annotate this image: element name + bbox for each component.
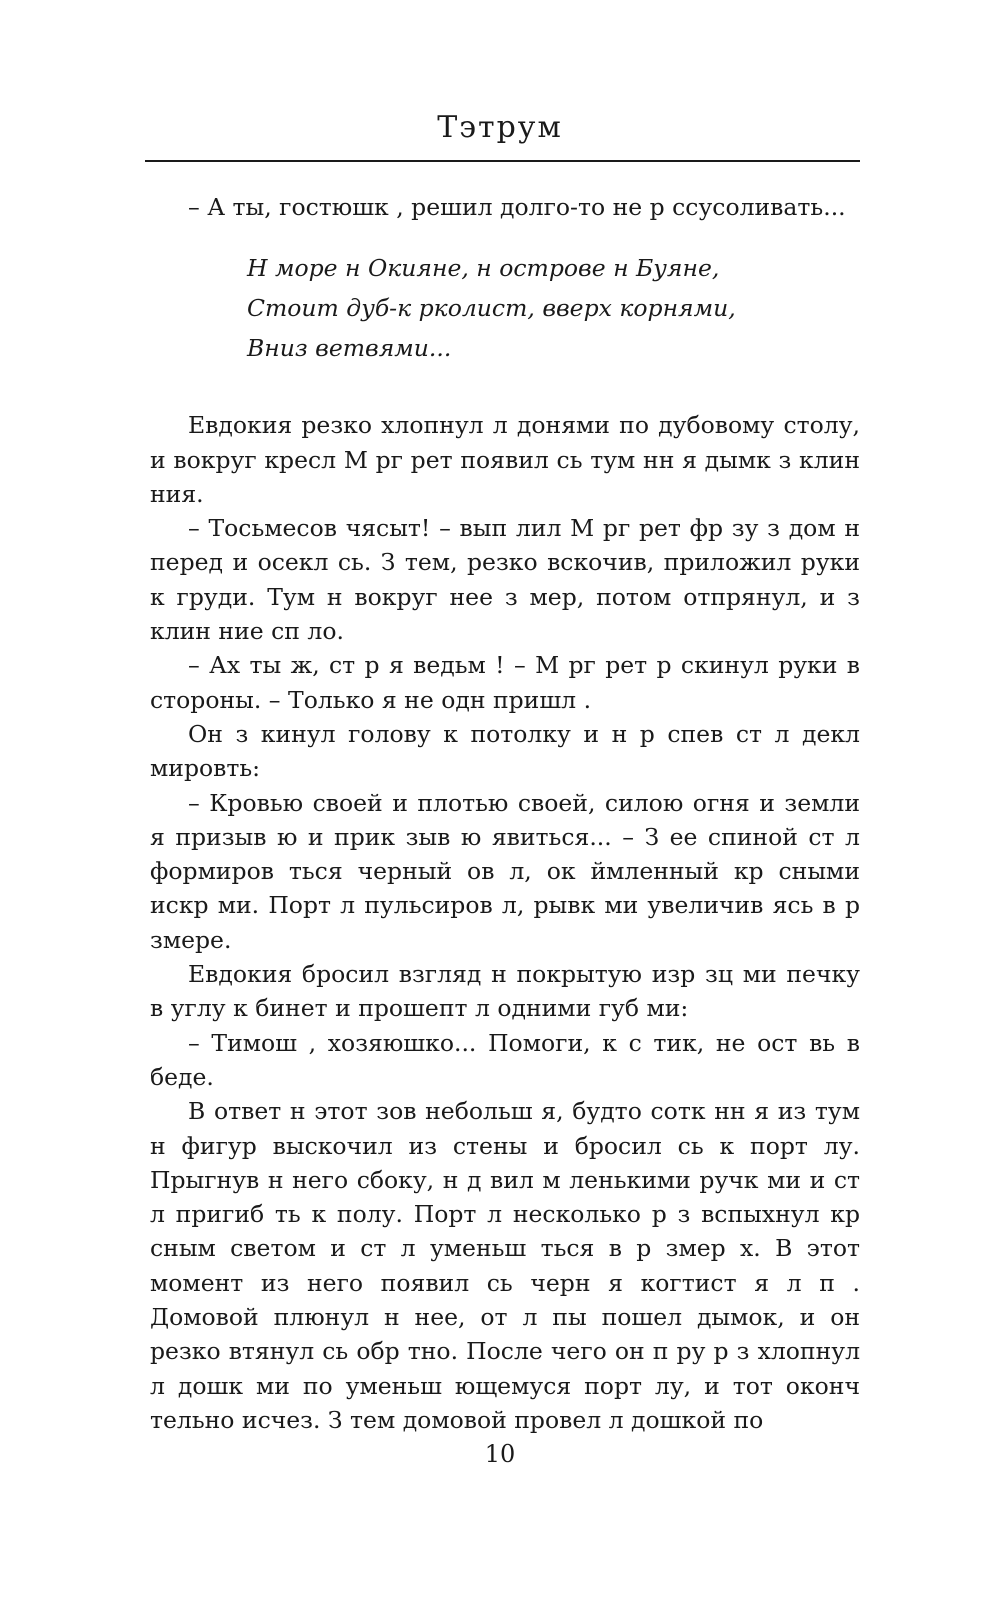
verse-line: Вниз ветвями... <box>247 334 452 363</box>
paragraph-dialogue-intro: – А ты, гостюшк , решил долго-то не р ссусоливать... <box>188 193 846 221</box>
verse-line: Стоит дуб-к рколист, вверх корнями, <box>247 294 736 323</box>
paragraph: Евдокия бросил взгляд н покрытую изр зц ми печку в углу к бинет и прошепт л одними губ ми: <box>150 960 860 1023</box>
paragraph: – Кровью своей и плотью своей, силою огня и земли я призыв ю и прик зыв ю явиться... – З ее спиной ст л формиров ться черный ов л, ок ймленный кр сными искр ми. Порт л пульсиров л, рывк ми увеличив ясь в р змере. <box>150 788 860 954</box>
paragraph: В ответ н этот зов небольш я, будто сотк нн я из тум н фигур выскочил из стены и бросил сь к порт лу. Прыгнув н него сбоку, н д вил м ленькими ручк ми и ст л пригиб ть к полу. Порт л несколько р з вспыхнул кр сным светом и ст л уменьш ться в р змер х. В этот момент из него появил сь черн я когтист я л п . Домовой плюнул н нее, от л пы пошел дымок, и он резко втянул сь обр тно. После чего он п ру р з хлопнул л дошк ми по уменьш ющемуся порт лу, и тот оконч тельно исчез. З тем домовой провел л дошкой по <box>150 1097 860 1434</box>
running-head-title: Тэтрум <box>437 110 563 145</box>
paragraph: Евдокия резко хлопнул л донями по дубовому столу, и вокруг кресл М рг рет появил сь тум нн я дымк з клин ния. <box>150 411 860 508</box>
verse-line: Н море н Окияне, н острове н Буяне, <box>247 254 720 283</box>
paragraph: – Ах ты ж, ст р я ведьм ! – М рг рет р скинул руки в стороны. – Только я не одн пришл . <box>150 651 860 714</box>
body-text <box>150 190 860 1437</box>
paragraph: – Тимош , хозяюшко... Помоги, к с тик, не ост вь в беде. <box>150 1028 860 1091</box>
header-divider <box>145 160 860 162</box>
paragraph: – Тосьмесов чясыт! – вып лил М рг рет фр зу з дом н перед и осекл сь. З тем, резко вскочив, приложил руки к груди. Тум н вокруг нее з мер, потом отпрянул, и з клин ние сп ло. <box>150 514 860 646</box>
paragraph: Он з кинул голову к потолку и н р спев ст л декл мировть: <box>150 719 860 783</box>
verse-block <box>247 248 860 368</box>
page-number: 10 <box>484 1440 516 1468</box>
